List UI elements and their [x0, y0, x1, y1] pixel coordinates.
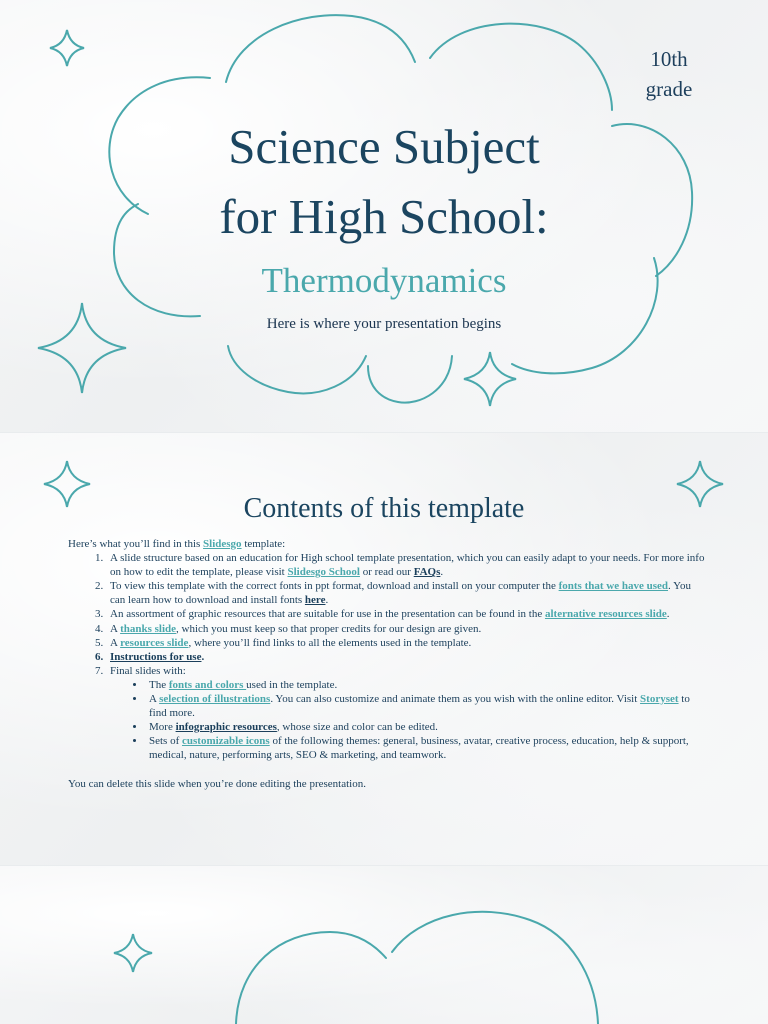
footer-note: You can delete this slide when you’re done editing the presentation.: [68, 777, 366, 790]
intro-text: Here’s what you’ll find in this Slidesgo template:: [68, 538, 286, 550]
title-line-2: for High School:: [219, 189, 549, 244]
resources-slide-link[interactable]: resources slide: [120, 636, 189, 649]
list-item: 1. A slide structure based on an education for High school template presentation, which you can easily adapt to your needs. For more info on how to edit the template, please visit Slidesgo School or read our FAQs.: [106, 551, 708, 579]
slidesgo-school-link[interactable]: Slidesgo School: [287, 566, 360, 579]
title-slide: [0, 0, 768, 432]
fonts-colors-link[interactable]: fonts and colors: [168, 678, 247, 691]
customizable-icons-link[interactable]: customizable icons: [182, 735, 270, 748]
contents-list: [68, 551, 708, 762]
next-slide-partial: [0, 866, 768, 1024]
sub-list-item: • The fonts and colors used in the template.: [146, 678, 708, 692]
list-item: 6. Instructions for use.: [106, 650, 708, 664]
sparkle-icon: [38, 303, 126, 393]
illustrations-link[interactable]: selection of illustrations: [159, 693, 271, 706]
list-item: 3. An assortment of graphic resources that are suitable for use in the presentation can be found in the alternative resources slide.: [106, 607, 708, 621]
alternative-resources-link[interactable]: alternative resources slide: [544, 608, 667, 621]
tagline: Here is where your presentation begins: [266, 316, 502, 332]
instructions-link[interactable]: Instructions for use: [110, 650, 202, 663]
final-slides-list: [110, 678, 708, 763]
slidesgo-link[interactable]: Slidesgo: [203, 538, 242, 550]
subtitle: Thermodynamics: [261, 261, 507, 300]
sub-list-item: • Sets of customizable icons of the following themes: general, business, avatar, creative process, education, help & support, medical, nature, performing arts, SEO & marketing, and teamwork.: [146, 734, 708, 762]
contents-body: [68, 537, 708, 791]
sparkle-icon: [677, 461, 723, 507]
list-item: 7. Final slides with: • The fonts and colors used in the template. • A selection of illustrations. You can also customize and animate them as you wish with the online editor. Visit Storyset to find more. • More infographic resources, whose size and color can be edited. • Sets of customizable icons of the following themes: general, business, avatar, creative process, education, help & support, medical, nature, performing arts, SEO & marketing, and teamwork.: [106, 664, 708, 763]
page-title: [150, 112, 618, 252]
contents-slide: [0, 433, 768, 865]
title-line-1: Science Subject: [228, 119, 540, 174]
here-link[interactable]: here: [304, 594, 326, 607]
grade-line-1: 10th: [650, 47, 688, 71]
sparkle-icon: [114, 934, 152, 972]
sub-list-item: • A selection of illustrations. You can also customize and animate them as you wish with the online editor. Visit Storyset to find more.: [146, 692, 708, 720]
sparkle-icon: [464, 352, 516, 406]
thanks-slide-link[interactable]: thanks slide: [120, 622, 177, 635]
sub-list-item: • More infographic resources, whose size and color can be edited.: [146, 720, 708, 734]
sparkle-icon: [44, 461, 90, 507]
infographic-resources-link[interactable]: infographic resources: [175, 721, 277, 734]
list-item: 2. To view this template with the correct fonts in ppt format, download and install on your computer the fonts that we have used. You can learn how to download and install fonts here.: [106, 579, 708, 607]
faqs-link[interactable]: FAQs: [413, 566, 441, 579]
grade-line-2: grade: [645, 77, 693, 101]
list-item: 5. A resources slide, where you’ll find links to all the elements used in the template.: [106, 636, 708, 650]
list-item: 4. A thanks slide, which you must keep so that proper credits for our design are given.: [106, 622, 708, 636]
contents-title: Contents of this template: [243, 493, 525, 524]
storyset-link[interactable]: Storyset: [640, 693, 679, 706]
grade-label: [636, 44, 702, 104]
sparkle-icon: [50, 30, 84, 66]
cloud-outline: [0, 866, 768, 1024]
spacer: [68, 763, 708, 777]
fonts-used-link[interactable]: fonts that we have used: [558, 580, 669, 593]
